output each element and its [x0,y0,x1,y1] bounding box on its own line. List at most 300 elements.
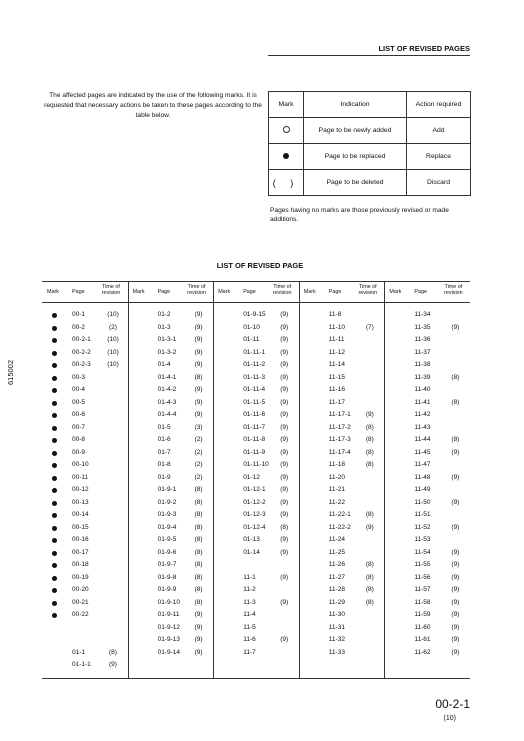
list-row [42,310,127,323]
intro-paragraph: The affected pages are indicated by the use of the following marks. It is requested that necessary actions be taken to these pages according to the table below. [44,92,262,119]
page-ref: 11-17-1 [328,411,351,418]
filled-circle-icon [52,601,57,606]
list-row [213,498,298,511]
list-row [42,535,127,548]
list-row [299,360,384,373]
page-ref: 11-55 [414,561,431,568]
page-ref: 11-14 [328,361,345,368]
list-row [299,610,384,623]
revision-ref: (8) [365,561,374,568]
list-row [42,460,127,473]
filled-circle-icon [52,563,57,568]
page-ref: 01-9-14 [157,648,180,656]
revision-ref: (9) [280,448,289,456]
list-row [384,460,469,473]
revision-ref: (9) [451,473,460,481]
revision-ref: (9) [280,473,289,481]
list-row [128,398,213,411]
list-row [42,360,127,373]
page-ref: 01-9-15 [243,311,266,318]
list-row [384,473,469,486]
list-row [384,535,469,548]
revision-ref: (8) [365,423,374,431]
page-ref: 11-59 [414,611,431,618]
revision-ref: (9) [280,511,289,518]
list-row [384,398,469,411]
filled-circle-icon [52,438,57,443]
revision-ref: (9) [280,598,289,606]
page-ref: 00-1 [72,311,86,318]
revision-ref: (9) [280,423,289,431]
legend-action: Add [407,118,471,144]
revision-ref: (9) [194,311,203,318]
page-ref: 00-7 [72,423,86,431]
revision-ref: (2) [194,436,203,443]
page-ref: 01-8 [157,461,171,468]
list-row [128,573,213,586]
list-group [213,310,298,660]
revision-ref: (9) [280,536,289,543]
revision-ref: (9) [451,611,460,618]
list-row [299,448,384,461]
page-ref: 01-1-1 [72,661,91,668]
list-row [213,623,298,636]
col-time-label: Time of revision [444,284,463,296]
column-divider [299,282,300,678]
revision-ref: (9) [280,361,289,368]
page-ref: 11-8 [328,311,342,318]
page-ref: 00-2-1 [72,336,91,343]
list-row [299,560,384,573]
legend-row [269,118,471,144]
legend-header-mark: Mark [269,92,304,118]
page-ref: 11-49 [414,486,431,493]
revision-ref: (9) [451,623,460,631]
list-row [128,560,213,573]
page-ref: 00-22 [72,611,89,618]
page-ref: 00-16 [72,536,89,543]
list-row [384,410,469,423]
page-ref: 11-47 [414,461,431,468]
list-row [42,323,127,336]
revision-ref: (9) [451,323,460,331]
list-row [128,473,213,486]
list-row [299,410,384,423]
revision-ref: (9) [194,398,203,406]
list-row [299,385,384,398]
page-ref: 11-12 [328,348,345,356]
revision-ref: (9) [280,411,289,418]
list-row [299,535,384,548]
list-row [42,435,127,448]
list-row [299,510,384,523]
filled-circle-icon [52,501,57,506]
col-mark-label: Mark [389,289,402,295]
revision-ref: (9) [365,523,374,531]
list-row [384,548,469,561]
page-ref: 11-53 [414,536,431,543]
filled-circle-icon [52,376,57,381]
legend-mark [269,170,304,196]
page-ref: 00-15 [72,523,89,531]
page-ref: 01-9-11 [157,611,180,618]
parentheses-mark: ( ) [272,177,300,188]
revision-ref: (8) [365,573,374,581]
revision-ref: (9) [194,623,203,631]
list-row [42,660,127,673]
list-row [42,485,127,498]
page-ref: 11-31 [328,623,345,631]
list-row [384,498,469,511]
page-ref: 01-9-7 [157,561,177,568]
legend-indication: Page to be replaced [304,144,407,170]
list-row [128,385,213,398]
page-ref: 11-40 [414,386,431,393]
list-row [299,423,384,436]
list-row [128,598,213,611]
page-ref: 11-5 [243,623,256,631]
filled-circle-icon [52,338,57,343]
list-row [299,585,384,598]
list-group-header [128,282,214,302]
list-row [384,323,469,336]
revision-ref: (9) [451,648,460,656]
filled-circle-icon [52,538,57,543]
revision-ref: (9) [451,586,460,593]
page-ref: 01-11 [243,336,260,343]
revision-ref: (8) [194,511,203,518]
list-row [213,310,298,323]
list-row [128,435,213,448]
revision-ref: (2) [194,461,203,468]
list-row [128,460,213,473]
page-ref: 01-6 [157,436,171,443]
list-row [299,398,384,411]
page-ref: 01-9-2 [157,498,177,506]
page-ref: 11-29 [328,598,345,606]
list-row [213,398,298,411]
legend-row [269,144,471,170]
revision-ref: (9) [194,648,203,656]
page-ref: 01-3-2 [157,348,177,356]
revision-ref: (10) [107,336,119,343]
list-row [384,635,469,648]
col-mark-label: Mark [303,289,316,295]
list-group-header [299,282,385,302]
page-ref: 11-17-4 [328,448,351,456]
legend-indication: Page to be newly added [304,118,407,144]
filled-circle-icon [52,576,57,581]
page-ref: 11-57 [414,586,431,593]
col-mark-label: Mark [47,289,59,295]
revision-ref: (3) [194,423,203,431]
page-ref: 11-61 [414,636,431,643]
list-row [299,373,384,386]
page-ref: 11-39 [414,373,431,381]
list-row [42,523,127,536]
filled-circle-icon [52,463,57,468]
footer-page-number: 00-2-1 [435,697,470,711]
footer-revision: (10) [443,715,456,722]
page-ref: 11-52 [414,523,431,531]
list-group [42,310,127,673]
list-row [42,385,127,398]
list-row [213,323,298,336]
page-ref: 00-12 [72,486,89,493]
page-ref: 00-6 [72,411,86,418]
revision-ref: (9) [194,636,203,643]
list-row [128,623,213,636]
filled-circle-icon [52,401,57,406]
revision-ref: (9) [451,561,460,568]
page-ref: 11-58 [414,598,431,606]
page-ref: 11-15 [328,373,345,381]
list-row [128,635,213,648]
revision-ref: (8) [451,373,460,381]
list-row [213,448,298,461]
page-ref: 11-10 [328,323,345,331]
list-row [299,460,384,473]
filled-circle-icon [52,588,57,593]
list-row [42,635,127,648]
revision-ref: (9) [194,611,203,618]
page-ref: 11-11 [328,336,345,343]
page-ref: 01-11-8 [243,436,266,443]
revision-ref: (9) [280,636,289,643]
revision-ref: (8) [280,523,289,531]
page-ref: 01-3 [157,323,171,331]
list-row [42,410,127,423]
legend-row [269,170,471,196]
page-ref: 01-9-10 [157,598,180,606]
list-row [42,573,127,586]
page-ref: 11-17-2 [328,423,351,431]
legend-indication: Page to be deleted [304,170,407,196]
list-row [128,360,213,373]
list-row [384,310,469,323]
list-row [42,560,127,573]
page-ref: 11-38 [414,361,431,368]
page-ref: 01-9-12 [157,623,180,631]
list-row [384,610,469,623]
column-divider [384,282,385,678]
page-ref: 11-22-2 [328,523,351,531]
filled-circle-icon [52,388,57,393]
page-ref: 00-4 [72,386,86,393]
col-page-label: Page [414,289,427,295]
page-ref: 11-25 [328,548,345,556]
list-row [128,485,213,498]
page-ref: 11-21 [328,486,345,493]
revised-list-title: LIST OF REVISED PAGE [216,261,304,270]
page-ref: 11-4 [243,611,256,618]
col-time-label: Time of revision [272,284,292,296]
revision-ref: (2) [194,448,203,456]
page-ref: 01-14 [243,548,260,556]
list-row [384,560,469,573]
revision-ref: (8) [194,373,203,381]
list-row [42,623,127,636]
page-ref: 01-9-8 [157,573,177,581]
list-row [213,560,298,573]
col-page-label: Page [243,289,256,295]
revision-ref: (7) [365,323,374,331]
list-row [299,548,384,561]
revision-ref: (10) [107,348,119,356]
page-ref: 01-12-4 [243,523,266,531]
revision-ref: (9) [194,386,203,393]
page-ref: 01-11-7 [243,423,266,431]
list-row [213,435,298,448]
list-row [299,598,384,611]
list-group-header [42,282,128,302]
page-ref: 01-4-3 [157,398,177,406]
filled-circle-icon [52,613,57,618]
page-ref: 11-50 [414,498,431,506]
page-ref: 01-9-5 [157,536,177,543]
page-ref: 11-48 [414,473,431,481]
revision-ref: (9) [451,598,460,606]
page-ref: 11-22-1 [328,511,351,518]
list-row [384,385,469,398]
page-ref: 01-4-4 [157,411,177,418]
page-ref: 01-11-3 [243,373,266,381]
revision-ref: (9) [194,411,203,418]
revision-ref: (9) [280,398,289,406]
page-ref: 11-33 [328,648,345,656]
revision-ref: (9) [280,461,289,468]
list-row [213,548,298,561]
list-row [299,648,384,661]
page-ref: 11-37 [414,348,431,356]
revision-ref: (8) [365,448,374,456]
list-row [42,423,127,436]
page-ref: 11-45 [414,448,431,456]
revision-ref: (9) [280,336,289,343]
revision-ref: (9) [194,348,203,356]
list-row [128,510,213,523]
list-row [128,498,213,511]
column-divider [128,282,129,678]
list-row [42,585,127,598]
page-ref: 00-21 [72,598,89,606]
list-header-row [42,282,470,303]
page-ref: 01-9-13 [157,636,180,643]
revision-ref: (9) [280,323,289,331]
page-ref: 11-24 [328,536,345,543]
revision-ref: (8) [451,398,460,406]
list-row [42,648,127,661]
list-row [213,385,298,398]
list-row [42,448,127,461]
list-row [299,323,384,336]
filled-circle-icon [52,488,57,493]
page-ref: 01-9-4 [157,523,177,531]
list-row [128,448,213,461]
list-row [213,485,298,498]
page-ref: 11-20 [328,473,345,481]
revision-ref: (9) [451,548,460,556]
list-row [128,610,213,623]
page-ref: 00-2-3 [72,361,91,368]
list-group [299,310,384,660]
revision-ref: (9) [194,323,203,331]
list-row [42,473,127,486]
page-ref: 01-4-2 [157,386,177,393]
list-row [299,348,384,361]
list-row [128,373,213,386]
column-divider [213,282,214,678]
page-ref: 00-18 [72,561,89,568]
page-ref: 00-3 [72,373,86,381]
list-row [384,598,469,611]
filled-circle-icon [52,413,57,418]
list-row [384,335,469,348]
list-row [213,348,298,361]
revision-ref: (8) [194,561,203,568]
page-ref: 11-56 [414,573,431,581]
page-ref: 11-41 [414,398,431,406]
revision-ref: (8) [365,436,374,443]
page-ref: 11-36 [414,336,431,343]
list-row [213,523,298,536]
list-group [128,310,213,660]
page-ref: 11-42 [414,411,431,418]
revision-ref: (9) [365,411,374,418]
revision-ref: (8) [194,548,203,556]
list-row [42,548,127,561]
revision-ref: (9) [280,548,289,556]
col-page-label: Page [72,289,85,295]
list-row [128,423,213,436]
legend-note: Pages having no marks are those previously revised or made additions. [270,207,449,223]
page-ref: 01-9-6 [157,548,177,556]
header-rule [268,55,470,56]
revision-ref: (8) [194,536,203,543]
col-time-label: Time of revision [358,284,378,296]
page-ref: 11-34 [414,311,431,318]
page-ref: 11-2 [243,586,256,593]
list-row [213,335,298,348]
revision-ref: (9) [280,373,289,381]
list-row [128,585,213,598]
filled-circle-icon [52,426,57,431]
list-row [128,648,213,661]
page-ref: 01-11-5 [243,398,266,406]
list-row [213,573,298,586]
revision-ref: (8) [194,498,203,506]
revision-ref: (9) [280,498,289,506]
list-row [299,310,384,323]
page-ref: 01-1 [72,648,86,656]
page-ref: 11-32 [328,636,345,643]
page-ref: 11-1 [243,573,256,581]
page-ref: 11-17 [328,398,345,406]
page-ref: 01-9-9 [157,586,177,593]
filled-circle-icon [52,476,57,481]
page-ref: 01-3-1 [157,336,177,343]
revision-ref: (8) [194,598,203,606]
list-row [213,373,298,386]
marks-legend-table [268,91,471,196]
revision-ref: (8) [109,648,117,656]
page-ref: 01-2 [157,311,171,318]
list-row [299,485,384,498]
col-time-label: Time of revision [187,284,206,296]
list-row [384,585,469,598]
list-row [299,335,384,348]
page-ref: 11-51 [414,511,431,518]
